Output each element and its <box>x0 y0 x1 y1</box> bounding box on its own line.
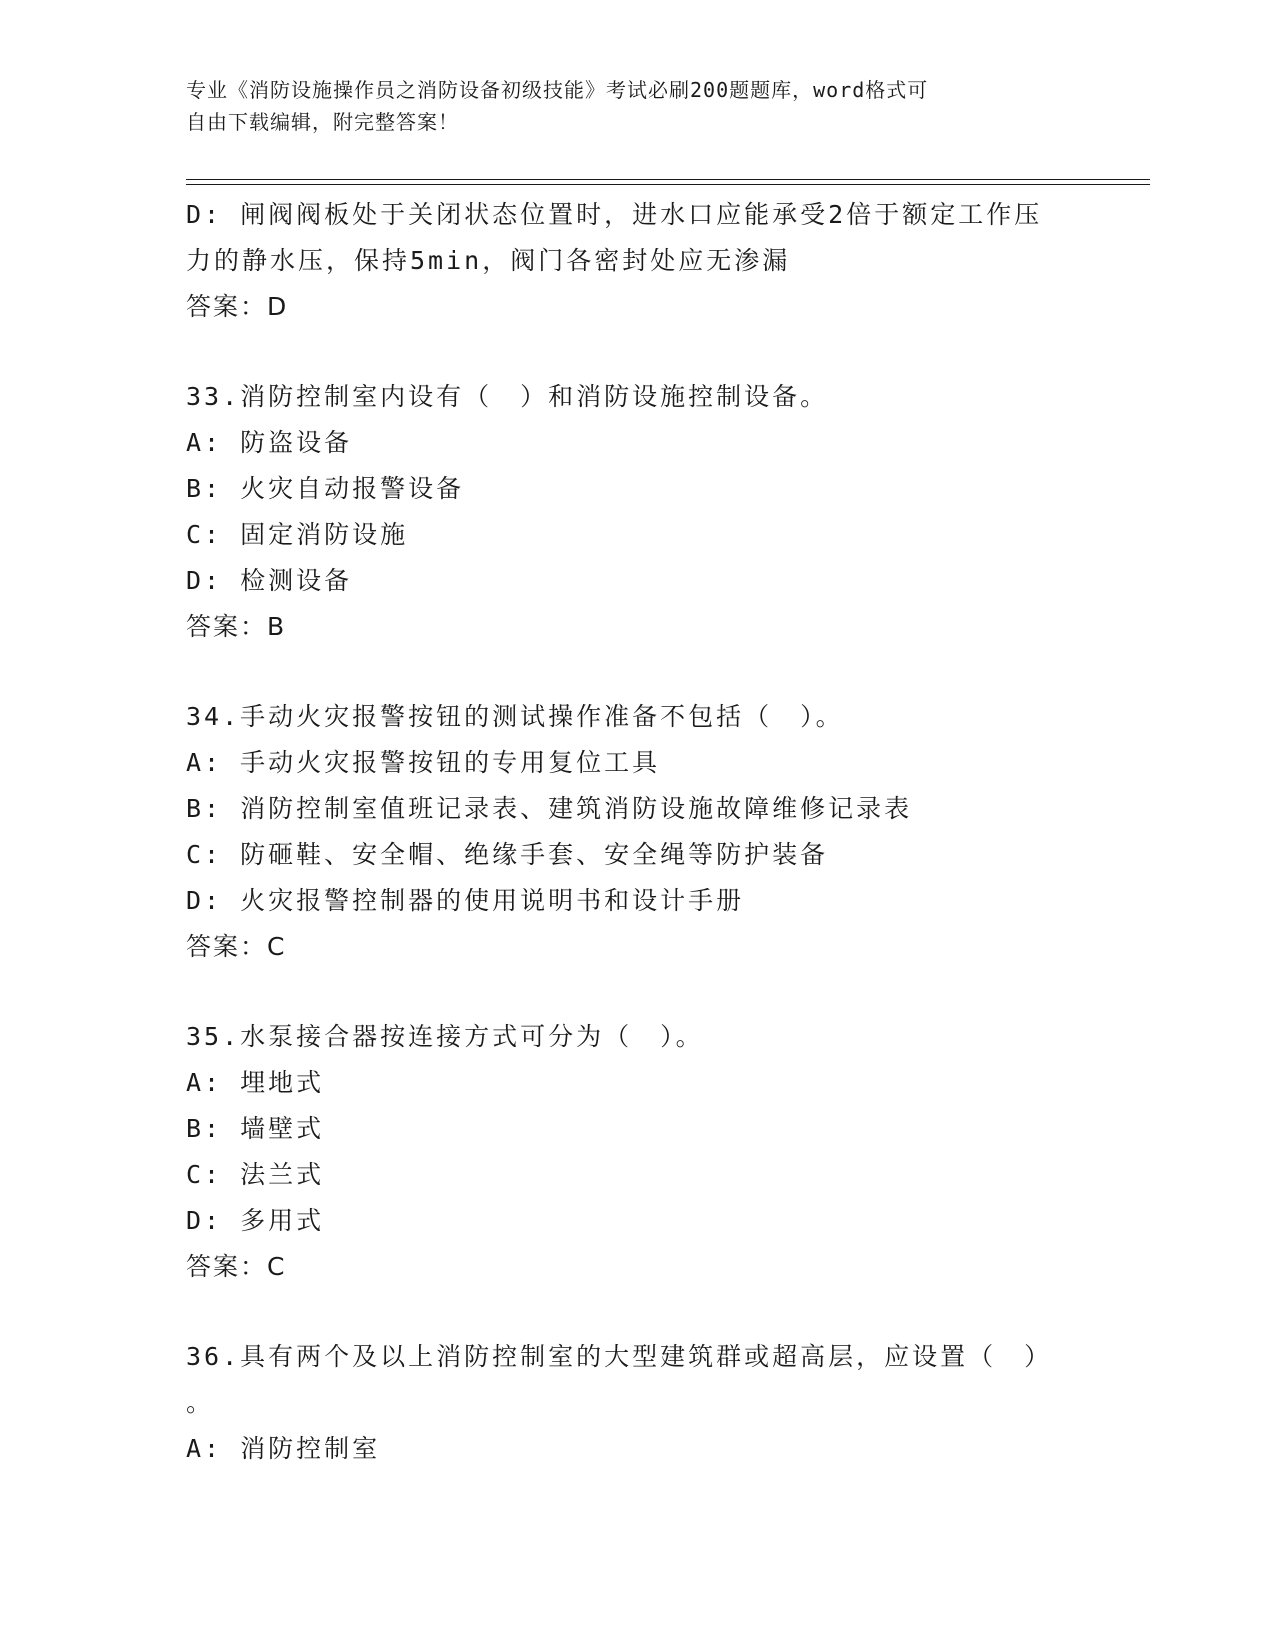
previous-question-tail <box>186 192 1086 330</box>
option-c: C: 固定消防设施 <box>186 520 409 549</box>
option-d: D: 闸阀阀板处于关闭状态位置时，进水口应能承受2倍于额定工作压 <box>186 200 1043 229</box>
question-stem: 36.具有两个及以上消防控制室的大型建筑群或超高层，应设置（ ） <box>186 1342 1053 1371</box>
question-stem: 35.水泵接合器按连接方式可分为（ ）。 <box>186 1022 704 1051</box>
option-d: D: 火灾报警控制器的使用说明书和设计手册 <box>186 886 745 915</box>
spacer <box>186 1290 1086 1334</box>
answer-line: 答案：C <box>186 932 287 961</box>
question-stem-continued: 。 <box>186 1388 215 1417</box>
option-c: C: 防砸鞋、安全帽、绝缘手套、安全绳等防护装备 <box>186 840 829 869</box>
question-stem: 34.手动火灾报警按钮的测试操作准备不包括（ ）。 <box>186 702 844 731</box>
answer-line: 答案：B <box>186 612 287 641</box>
option-d: D: 检测设备 <box>186 566 353 595</box>
question-33 <box>186 374 1086 650</box>
option-b: B: 墙壁式 <box>186 1114 325 1143</box>
header-divider-bottom <box>186 184 1150 185</box>
option-d-continued: 力的静水压，保持5min，阀门各密封处应无渗漏 <box>186 246 791 275</box>
header-divider-top <box>186 179 1150 180</box>
question-36 <box>186 1334 1086 1472</box>
header-title-line-2: 自由下载编辑，附完整答案！ <box>186 110 459 134</box>
option-d: D: 多用式 <box>186 1206 325 1235</box>
spacer <box>186 970 1086 1014</box>
spacer <box>186 650 1086 694</box>
option-b: B: 火灾自动报警设备 <box>186 474 465 503</box>
question-35 <box>186 1014 1086 1290</box>
header-title-line-1: 专业《消防设施操作员之消防设备初级技能》考试必刷200题题库，word格式可 <box>186 78 929 102</box>
spacer <box>186 330 1086 374</box>
answer-line: 答案：D <box>186 292 289 321</box>
option-a: A: 手动火灾报警按钮的专用复位工具 <box>186 748 661 777</box>
question-34 <box>186 694 1086 970</box>
document-header <box>186 74 1086 138</box>
answer-line: 答案：C <box>186 1252 287 1281</box>
question-list <box>186 192 1086 1472</box>
question-stem: 33.消防控制室内设有（ ）和消防设施控制设备。 <box>186 382 829 411</box>
option-a: A: 埋地式 <box>186 1068 325 1097</box>
option-a: A: 防盗设备 <box>186 428 353 457</box>
option-c: C: 法兰式 <box>186 1160 325 1189</box>
option-a: A: 消防控制室 <box>186 1434 381 1463</box>
option-b: B: 消防控制室值班记录表、建筑消防设施故障维修记录表 <box>186 794 913 823</box>
